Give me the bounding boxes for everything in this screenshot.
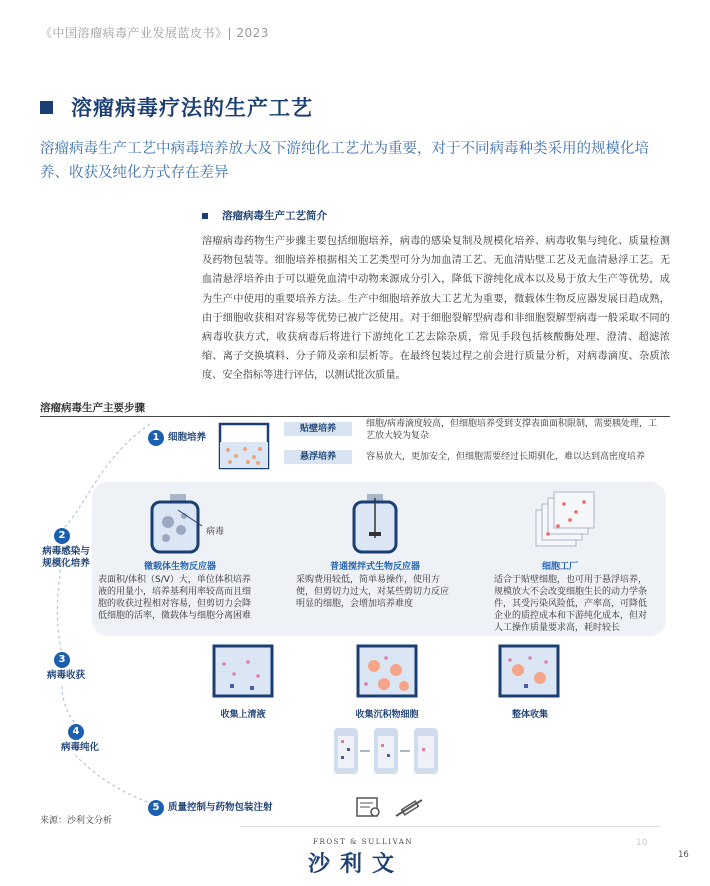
stirred-bioreactor-title: 普通搅拌式生物反应器 (329, 562, 420, 572)
step-2-badge: 2 (54, 528, 70, 544)
step-2-label: 病毒感染与规模化培养 (42, 546, 90, 569)
intro-title: 溶瘤病毒生产工艺简介 (222, 210, 327, 222)
harvest-supernatant-label: 收集上清液 (220, 710, 266, 720)
cell-factory-title: 细胞工厂 (541, 562, 578, 572)
purification-columns-icon (330, 722, 450, 780)
brand-logo-en: FROST & SULLIVAN (313, 838, 414, 846)
cell-factory-icon (528, 490, 598, 552)
footer-divider (240, 826, 660, 827)
section-title (40, 92, 313, 122)
watermark: 10 (636, 838, 648, 848)
step-5-label: 质量控制与药物包装注射 (168, 802, 273, 813)
step-4-label: 病毒纯化 (60, 742, 99, 753)
microcarrier-bioreactor-icon (148, 492, 208, 554)
step-1-badge: 1 (148, 430, 164, 446)
chart-title: 溶瘤病毒生产主要步骤 (40, 402, 145, 414)
page-title: 溶瘤病毒疗法的生产工艺 (71, 96, 313, 120)
harvest-cells-icon (356, 644, 418, 698)
syringe-icon (392, 796, 426, 820)
culture-vessel-icon (218, 420, 270, 470)
intro-paragraph: 溶瘤病毒药物生产步骤主要包括细胞培养，病毒的感染复制及规模化培养、病毒收集与纯化、质量检测及药物包装等。细胞培养根据相关工艺类型可分为加血清工艺、无血清贴壁工艺及无血清悬浮工艺。无血清悬浮培养由于可以避免血清中动物来源成分引入，降低下游纯化成本以及易于放大生产等优势，成为生产中使用的重要培养方法。生产中细胞培养放大工艺尤为重要，微载体生物反应器发展日趋成熟，由于细胞收获相对容易等优势已被广泛使用。对于细胞裂解型病毒和非细胞裂解型病毒一般采取不同的病毒收获方式，收获病毒后将进行下游纯化工艺去除杂质，常见手段包括核酸酶处理、澄清、超滤浓缩、离子交换填料、分子筛及亲和层析等。在最终包装过程之前会进行质量分析，对病毒滴度、杂质浓度、安全指标等进行评估，以测试批次质量。 (202, 236, 670, 382)
harvest-supernatant-icon (212, 644, 274, 698)
step-3-badge: 3 (54, 652, 70, 668)
stirred-bioreactor-desc: 采购费用较低，简单易操作，使用方便，但剪切力过大，对某些剪切力反应明显的细胞，会增加培养难度 (296, 575, 450, 609)
suspension-culture-tag: 悬浮培养 (284, 450, 352, 464)
bullet-square-icon (202, 213, 208, 219)
intro-heading (202, 208, 327, 223)
step-5-badge: 5 (148, 800, 164, 816)
microcarrier-title: 微载体生物反应器 (143, 562, 216, 572)
harvest-whole-icon (498, 644, 560, 698)
step-3-label: 病毒收获 (46, 670, 85, 681)
harvest-cells-label: 收集沉积物细胞 (355, 710, 419, 720)
chart-divider (40, 416, 670, 417)
adherent-culture-tag: 贴壁培养 (284, 422, 352, 436)
step-4-badge: 4 (68, 724, 84, 740)
harvest-whole-label: 整体收集 (511, 710, 548, 720)
stirred-bioreactor-icon (350, 492, 400, 554)
adherent-culture-desc: 细胞/病毒滴度较高，但细胞培养受到支撑表面面积限制，需要胰处理，工艺放大较为复杂 (366, 419, 658, 441)
cell-factory-desc: 适合于贴壁细胞，也可用于悬浮培养，规模放大不会改变细胞生长的动力学条件，其受污染风险低，产率高，可降低企业的质控成本和下游纯化成本，但对人工操作质量要求高，耗时较长 (494, 575, 648, 633)
step-1-label: 细胞培养 (168, 432, 207, 443)
virus-label: 病毒 (206, 527, 225, 537)
title-square-icon (40, 101, 53, 114)
page-subtitle: 溶瘤病毒生产工艺中病毒培养放大及下游纯化工艺尤为重要，对于不同病毒种类采用的规模化培养、收获及纯化方式存在差异 (40, 141, 649, 181)
report-icon (355, 796, 383, 820)
report-header: 《中国溶瘤病毒产业发展蓝皮书》| 2023 (40, 26, 269, 40)
source-note: 来源：沙利文分析 (40, 816, 113, 826)
brand-logo-cn: 沙利文 (308, 852, 405, 877)
microcarrier-desc: 表面积/体积（S/V）大，单位体积培养液的用量小，培养基利用率较高而且细胞的收获过程相对容易，但剪切力会降低细胞的活率，微载体与细胞分离困难 (98, 575, 252, 621)
page-number: 16 (678, 850, 689, 860)
suspension-culture-desc: 容易放大，更加安全，但细胞需要经过长期驯化，难以达到高密度培养 (366, 452, 646, 462)
